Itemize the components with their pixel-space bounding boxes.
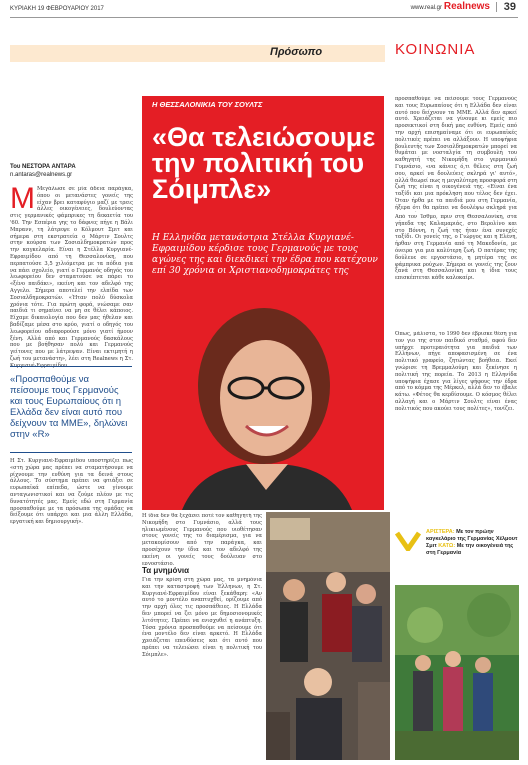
article-column-1 [10, 186, 133, 368]
subhead: Τα μνημόνια [142, 566, 190, 575]
pull-quote-rule-bottom [10, 452, 132, 453]
photo-caption [426, 529, 518, 557]
header-divider [496, 2, 497, 12]
article-text: Από τον Ίσθμο, πριν στη Θεσσαλονίκη, στα γήπεδα της Καλαμαριάς, στο Βερολίνο και στο Βόννη, η ζωή της ήταν ένα συνεχές ταξίδι. Οι γονείς της, ο Γιώργος και η Ελένη, ήρθαν στη Γερμανία από τη Μακεδονία, με όνειρα για μια καλύτερη ζωή. Ο πατέρας της δούλευε σε εργοστάσιο, η μητέρα της σε φάμπρικα ρούχων. Σήμερα οι γονείς της ζουν ξανά στη Θεσσαλονίκη και η ίδια τους επισκέπτεται κάθε καλοκαίρι. [395, 214, 517, 282]
photo-event [266, 512, 390, 760]
site-url: www.real.gr [410, 5, 442, 11]
feature-lede: Η Ελληνίδα μετανάστρια Στέλλα Κυργιανέ-Εφραιμίδου κέρδισε τους Γερμανούς με τους αγώνες της και διεκδικεί την έδρα που κατέχουν επί 30 χρόνια οι Χριστιανοδημοκράτες της [152, 233, 378, 276]
section-bar [10, 45, 385, 62]
article-column-1-bottom [10, 458, 133, 758]
caption-arrow-icon [395, 531, 421, 555]
author-email: n.antaras@realnews.gr [10, 172, 73, 178]
feature-panel [142, 96, 384, 510]
article-column-3-mid [395, 214, 517, 326]
article-text: Μεγάλωσε σε μία άδεια παράγκα, όπου οι μετανάστες γονείς της είχαν βρει καταφύγιο μαζί με τρεις άλλες οικογένειες, δουλεύοντας στις γερμανικές φάμπρικες τη δεκαετία του '60. Την Εσπέρια γης το δάφνες πήγε η Βάλι Μπρανν, τη λάτρεψε ο Κόλμουτ Σμιτ και σήμερα στη εκστρατεία ο Μάρτιν Σουλτς στην κούρσα των Σοσιαλδημοκρατών προς την καγκελαρία. Είναι η Στέλλα Κυργιανέ-Εφραιμίδου από τη Θεσσαλονίκη, που περπατούσε 3,5 χιλιόμετρα με τα πόδια για να πάει σχολείο, γιατί ο Γερμανός οδηγός του λεωφορείου δεν σταματούσε να πάρει το «ξένο παιδάκι», εκείνη και τον αδελφό της Αγγελο. Σήμερα αποτελεί την ελπίδα των Σοσιαλδημοκρατών. «Ήταν πολύ δύσκολα χρόνια τότε. Για πρώτη φορά, νιώσαμε σαν παιδιά τι σημαίνει να μη σε θέλει κάποιος. Είχαμε δικαιολογία που δεν μας ήθελαν και βαδίζαμε μέσα στο κρύο, γιατί ο οδηγός του λεωφορείου αδιαφορούσε μόνο γιατί ήμουν ξένη. Αλλά από και Γερμανούς δασκάλους που με βοήθησαν πολύ και Γερμανούς γείτονες που με λάτρεψαν. Είναι εκτιμητή η ζωή του μετανάστη», λέει στη Realnews η Στ. [10, 186, 133, 362]
feature-kicker: Η ΘΕΣΣΑΛΟΝΙΚΙΑ ΤΟΥ ΣΟΥΛΤΣ [152, 100, 263, 109]
article-text: Η ίδια δεν θα ξεχάσει ποτέ τον καθηγητή της Νικομήδη στο Γυμνάσιο, αλλά τους ηλικιωμένους Γερμανούς που υιοθέτησαν στους γονείς της το διαμέρισμα, για να μετακομίσουν από την παράγκα, και προσέχουν την ίδια και τον αδελφό της εκείνη οι γονείς τους δούλευαν στο εργοστάσιο. [142, 513, 262, 565]
photo-family [395, 585, 519, 760]
feature-headline: «Θα τελειώσουμε την πολιτική του Σόιμπλε» [152, 122, 376, 204]
drop-cap: Μ [10, 186, 35, 215]
article-text: Για την κρίση στη χώρα μας, τα μνημόνια και την καταστροφή των Έλληνων, η Στ. Κυργιανέ-Εφραιμίδου είναι ξεκάθαρη: «Αν αυτό το μοντέλο αναπτυχθεί, ορίζουμε από την αρχή όλες τις προσπάθειες. Η Ελλάδα δεν μπορεί να ζει μόνο με δημοσιονομικές λιτότητες. Πρέπει να ενισχυθεί η ανάπτυξη. Τόσα χρόνια προσπαθούμε να πείσουμε ότι ένα μοντέλο δεν είναι αρκετό. Η Ελλάδα χρειάζεται επενδύσεις και ότι αυτό που πρέπει να τελειώσει είναι η πολιτική του Σόιμπλε». [142, 577, 262, 658]
author-name: Του ΝΕΣΤΟΡΑ ΑΝΤΑΡΑ [10, 164, 76, 170]
caption-label-left: ΑΡΙΣΤΕΡΑ: [426, 529, 455, 535]
section-label: Πρόσωπο [270, 46, 323, 58]
article-column-2-bottom [142, 577, 262, 761]
article-column-3-bottom [395, 331, 517, 521]
article-text: προσπαθούμε να πείσουμε τους Γερμανούς και τους Ευρωπαίους ότι η Ελλάδα δεν είναι αυτό που δείχνουν τα ΜΜΕ. Αλλά δεν αρκεί αυτό. Χρειάζεται να γίνουμε κι εμείς πιο προσεκτικοί στη δική μας ευθύνη. Εμείς από την αρχή επισημαίναμε ότι οι ευρωπαϊκές πολιτικές πρέπει να αλλάξουν. Η υποψήφια βουλευτής των Σοσιαλδημοκρατών μπορεί να θυμάται με νοσταλγία τη συμβουλή του καθηγητή της Νικομήδη στο γερμανικό Γυμνάσιο, «να κάνεις ό,τι θέλεις στη ζωή σου, αρκεί να δουλεύεις σκληρά γι' αυτό», αλλά θεωρεί πως η μεγαλύτερη προσφορά στη ζωή της είναι η οικογένειά της. «Είναι ένα ταξίδι και μια πρόκληση που τέλος δεν έχει. Όταν ήρθα με τα παιδιά μου στη Γερμανία, ήξερα ότι θα πρέπει να δουλέψω σκληρά για [395, 96, 517, 211]
issue-date: ΚΥΡΙΑΚΗ 19 ΦΕΒΡΟΥΑΡΙΟΥ 2017 [10, 6, 104, 12]
pull-quote-rule-top [10, 366, 132, 367]
caption-text-left: Με τον πρώην καγκελάριο της Γερμανίας Χέλμουτ Σμιτ [426, 529, 518, 549]
section-category: ΚΟΙΝΩΝΙΑ [395, 41, 476, 58]
page-number: 39 [503, 1, 516, 13]
article-text: Όπως, μάλιστα, το 1990 δεν έβρισκε θέση για τον γιο της στον παιδικό σταθμό, αφού δεν υπήρχε προτεραιότητα για παιδιά των Ελλήνων, πήγε αποφασισμένη σε ένα πολιτικό γραφείο, ζητώντας βοήθεια. Εκεί γνώρισε τη Βρεμμαλούμη και ξεκίνησε η πολιτική της πορεία. Το 2013 η Ελληνίδα υποψήφια έχασε για λίγες ψήφους την έδρα από το κόμμα της Μέρκελ, αλλά δεν το έβαλε κάτω. «Φέτος θα κερδίσουμε. Ο κόσμος θέλει αλλαγή και ο Μάρτιν Σουλτς είναι ένας πολιτικός που ακούει τους πολίτες», τονίζει. [395, 331, 517, 412]
pull-quote: «Προσπαθούμε να πείσουμε τους Γερμανούς και τους Ευρωπαίους ότι η Ελλάδα δεν είναι αυτό που δείχνουν τα ΜΜΕ», δηλώνει στην «R» [10, 374, 128, 440]
portrait-photo [142, 276, 384, 510]
article-column-3-top [395, 96, 517, 212]
caption-text-below: Με την οικογένειά της στη Γερμανία [426, 543, 514, 556]
caption-label-below: ΚΑΤΩ: [438, 543, 456, 549]
brand-logo: Realnews [443, 1, 490, 12]
article-text: Η Στ. Κυργιανέ-Εφραιμίδου υποστηρίζει πως «στη χώρα μας πρέπει να σταματήσουμε να ρίχνουμε την ευθύνη για τα δεινά στους άλλους. Το σύστημα πρέπει να φτιάξει σε ευρωπαϊκά επίπεδα, ώστε να γίνουμε ανταγωνιστικοί και να ζούμε πλέον με τις δυνατότητές μας. Εμείς εδώ στη Γερμανία προσπαθούμε με τα πρόσωπα της ομάδας να δείξουμε ότι υπάρχει και μια άλλη Ελλάδα, εργατική και δημιουργική». [10, 458, 133, 526]
header-rule [10, 17, 518, 18]
article-column-2-top [142, 513, 262, 565]
